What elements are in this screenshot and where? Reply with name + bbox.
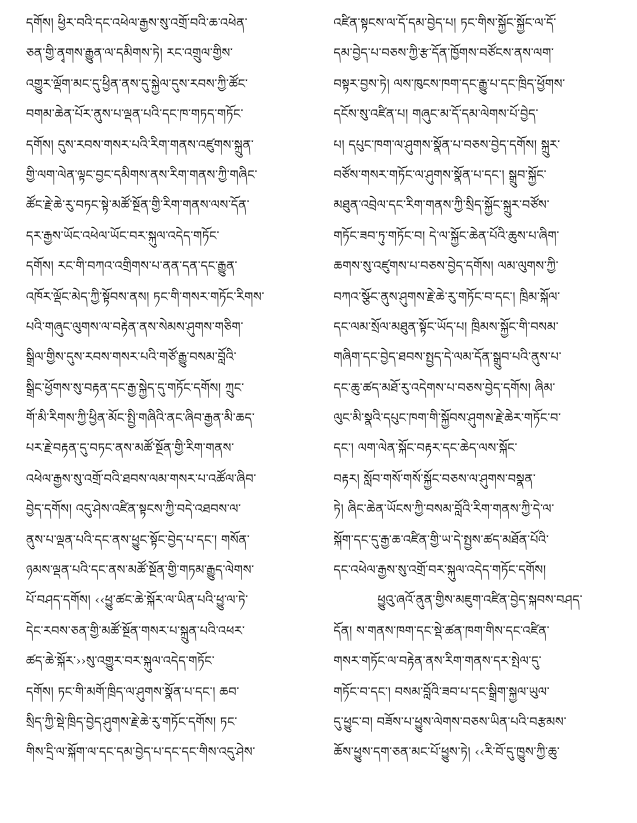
text-line: སྒྲིང་ཕྱོགས་སུ་བརྟན་དང་རྒྱ་སྐྱེད་དུ་གཏོང་དགོས། ཀྲུང་ bbox=[26, 379, 245, 395]
text-line: གསར་གཏོང་ལ་བརྟེན་ནས་རིག་གནས་དར་སྤེལ་དུ་ bbox=[333, 653, 542, 669]
text-line: ཚོང་རྗེ་ཆེ་རུ་བཏང་སྟེ་མཚོ་སྔོན་གྱི་རིག་གནས་ལས་དོན་ bbox=[26, 197, 250, 213]
text-line: པོ་བཤད་དགོས། ‹‹ཕྱུ་ཚང་ཆེ་སྐོར་ལ་ཡིན་པའི་ཕྱུ་ལ་ཏེ་ bbox=[26, 592, 249, 608]
text-line: པ། དཔུང་ཁག་ལ་ཤུགས་སྣོན་པ་བཅས་བྱེད་དགོས། སྐྲུར་ bbox=[333, 136, 561, 152]
text-line: འཁོར་ལྡོང་མེད་ཀྱི་སྟོབས་ནས། ཏང་གི་གསར་གཏོང་རིགས་ bbox=[26, 288, 265, 304]
text-line: ལུང་མི་སྣའི་དཔུང་ཁག་གི་སྐྱོབས་ཤུགས་རྗེ་ཆེར་གཏོང་བ་ bbox=[333, 410, 562, 426]
text-line: འཛིན་སྟངས་ལ་དོ་དམ་བྱེད་པ། ཏང་གིས་སྐྱོང་སྐྱོང་ལ་དོ་ bbox=[333, 15, 557, 30]
text-line: དང་ལམ་སྲོལ་མཐུན་སྟོང་ཡོད་པ། ཁྲིམས་སྐྱོང་གི་བསམ་ bbox=[333, 318, 559, 334]
text-line: ཆོས་ཕྱུས་དག་ཅན་མང་པོ་ཕྱུས་ཏེ། ‹‹རི་བོ་དུ་ཁྱུས་ཀྱི་ཆུ་ bbox=[333, 744, 560, 760]
left-text-column bbox=[26, 8, 314, 819]
text-line: ནུས་པ་ལྡན་པའི་དང་ནས་ཕྱུང་སྟོང་བྱེད་པ་དང་། གསོན་ bbox=[26, 531, 250, 547]
text-line: དངོས་སུ་འཛིན་པ། གཞུང་མ་དོ་དམ་ལེགས་པོ་བྱེད་ bbox=[333, 106, 539, 122]
text-line: དགོས། དུས་རབས་གསར་པའི་རིག་གནས་འཛུགས་སྐྲུན་ bbox=[26, 136, 254, 152]
text-line: དགོས། ཏང་གི་མགོ་ཁྲིད་ལ་ཤུགས་སྣོན་པ་དང་། ཆབ་ bbox=[26, 683, 240, 699]
right-text-column bbox=[334, 8, 622, 819]
text-line: མཐུན་འབྲེལ་དང་རིག་གནས་ཀྱི་སྲིད་སྐྱོང་སྐྲུར་བཙོས་ bbox=[333, 197, 550, 213]
text-line: སྐོག་དང་དུ་རྒྱ་ཆ་འཛིན་གྱི་ཡ་དེ་སྤྱས་ཚད་མཐོན་པོའི་ bbox=[333, 531, 549, 547]
text-line: བཙོས་གསར་གཏོང་ལ་ཤུགས་སྣོན་པ་དང་། སྒྲུབ་སྐྱོང་ bbox=[333, 166, 547, 182]
text-line: དང་། ལག་ལེན་སྐོང་བརྟར་དང་ཆེད་ལས་སྐོང་ bbox=[333, 440, 518, 456]
text-line: དུ་ཕྱུང་བ། བཟོས་པ་ཕྱུས་ལེགས་བཅས་ཡིན་པའི་བརྩམས་ bbox=[333, 713, 567, 729]
text-line: འཕེལ་རྒྱས་སུ་འགྲོ་བའི་ཐབས་ལམ་གསར་པ་འཚོལ་ཞིབ་ bbox=[26, 470, 257, 486]
text-line: སྒྲིལ་གྱིས་དུས་རབས་གསར་པའི་གཙོ་རྒྱུ་བསམ་བློའི་ bbox=[26, 349, 237, 365]
text-line: དར་རྒྱས་ཡོང་འཕེལ་ཡོང་བར་སྐུལ་འདེད་གཏོང་ bbox=[26, 227, 220, 243]
text-line: སྲིད་ཀྱི་སྡེ་ཁྲིད་བྱེད་ཤུགས་རྗེ་ཆེ་རུ་གཏོང་དགོས། ཏང་ bbox=[26, 713, 238, 729]
text-line: ཚད་ཆེ་སྐོར་››སུ་འགྱུར་བར་སྐུལ་འདེད་གཏོང་ bbox=[26, 653, 215, 669]
text-line: འགྱུར་ལྡོག་མང་དུ་ཕྱིན་ནས་དུ་སྐྱེལ་དུས་རབས་ཀྱི་ཚོང་ bbox=[26, 75, 248, 91]
text-line: དམ་བྱེད་པ་བཅས་ཀྱི་རྩ་དོན་ཁྱོགས་བཙོངས་ནས་ལག་ bbox=[333, 45, 554, 61]
text-line: དང་འཕེལ་རྒྱས་སུ་འགྲོ་བར་སྐུལ་འདེད་གཏོང་དགོས། bbox=[333, 562, 546, 578]
text-line: དོན། ས་གནས་ཁག་དང་སྡེ་ཚན་ཁག་གིས་དང་འཛིན་ bbox=[333, 622, 550, 638]
text-line: དང་ཆུ་ཚད་མཐོ་རུ་འདེགས་པ་བཅས་བྱེད་དགོས། ཞིམ་ bbox=[333, 379, 556, 395]
text-line: ཉམས་ལྡན་པའི་དང་ནས་མཚོ་སྔོན་གྱི་གཏམ་རྒྱུད་ལེགས་ bbox=[26, 562, 255, 578]
text-line: གཏོང་ཟབ་ཏུ་གཏོང་བ། དེ་ལ་སྐྱོང་ཆེན་པོའི་ཆུས་པ་ཞིག་ bbox=[333, 227, 560, 243]
text-line: ཅན་གྱི་ནྭགས་རྒྱུན་ལ་དམིགས་ཏེ། རང་འགྲུལ་གྱིས་ bbox=[26, 45, 233, 61]
text-line: དེང་རབས་ཅན་གྱི་མཚོ་སྔོན་གསར་པ་སྐྲུན་པའི་འཕར་ bbox=[26, 622, 245, 638]
text-line: བཀའ་སྩོང་ནུས་ཤུགས་རྗེ་ཆེ་རུ་གཏོང་བ་དང་། ཁྲིམ་སྐོལ་ bbox=[333, 288, 561, 304]
text-line: དགོས། རང་གི་བཀའ་འགྲིགས་པ་ནན་དན་དང་རྒྱུན་ bbox=[26, 258, 238, 274]
text-line: གཞིག་དང་བྱེད་ཐབས་སྤྱད་དེ་ལམ་དོན་སྒྲུབ་པའི་ནུས་པ་ bbox=[333, 349, 562, 365]
text-line: ཏེ། ཞིང་ཆེན་ཡོངས་ཀྱི་བསམ་བློའི་རིག་གནས་ཀྱི་དེ་ལ་ bbox=[333, 501, 555, 517]
text-line: ཆགས་སུ་འཛུགས་པ་བཅས་བྱེད་དགོས། ལམ་ལུགས་ཀྱི་ bbox=[333, 258, 559, 274]
text-line: དགོས། ཕྱིར་བའི་དང་འཕེལ་རྒྱས་སུ་འགྲོ་བའི་ཆ་འཕེན་ bbox=[26, 15, 248, 30]
text-line: བརྟར། སློབ་གསོ་གསོ་སྐྱོང་བཅས་ལ་ཤུགས་བསྣན་ bbox=[333, 470, 536, 486]
text-line: པའི་གཞུང་ལུགས་ལ་བརྟེན་ནས་སེམས་ཤུགས་གཅིག་ bbox=[26, 318, 244, 334]
text-line: གིས་དྲི་ལ་སྐོག་ལ་དང་དམ་བྱེད་པ་དང་དང་གིས་འདུ་ཤེས་ bbox=[26, 744, 256, 760]
text-line: གྱི་ལག་ལེན་ལྟང་བྱང་དམིགས་ནས་རིག་གནས་ཀྱི་གཞིང་ bbox=[26, 166, 258, 182]
text-line: བགམ་ཆེན་པོར་ནུས་པ་ལྡན་པའི་དང་ཁ་གཏད་གཏོང་ bbox=[26, 106, 244, 122]
text-line: ཕྱུའུ་ཞའོ་ནུན་གྱིས་མཇུག་འཛིན་བྱེད་སྐབས་བཤད་ bbox=[377, 592, 583, 608]
text-line: བྱེད་དགོས། འདུ་ཤེས་འཛིན་སྟངས་ཀྱི་བདེ་འཐབས་ལ་ bbox=[26, 501, 241, 517]
text-line: གོ་མི་རིགས་ཀྱི་ཕྱིན་མོང་སྤྱི་གཞིའི་ནང་ཞིབ་རྒྱན་མི་ཆད་ bbox=[26, 410, 255, 426]
text-line: བསྟར་བྱས་ཏེ། ལས་ཁུངས་ཁག་དང་རྒྱུ་པ་དང་ཁྲིད་ཕྱོགས་ bbox=[333, 75, 566, 91]
text-line: པར་རྗེ་བརྟན་དུ་བཏང་ནས་མཚོ་སྔོན་གྱི་རིག་གནས་ bbox=[26, 440, 235, 456]
text-line: གཏོང་བ་དང་། བསམ་བློའི་ཟབ་པ་དང་སྒྲིག་སྐྱལ་ཡུལ་ bbox=[333, 683, 550, 699]
